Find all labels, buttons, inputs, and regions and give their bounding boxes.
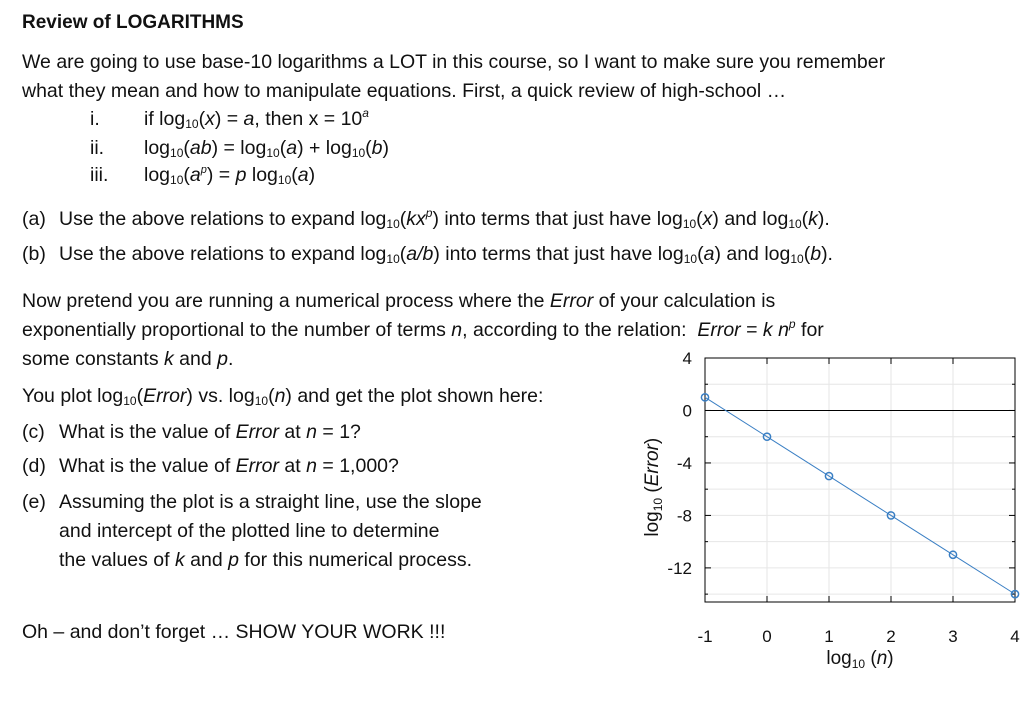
- plot-frame: [705, 358, 1015, 602]
- question-text: What is the value of Error at n = 1?: [59, 421, 361, 443]
- relation-text: $\log_{10}(ab) = \log_{10}(a) + \log_{10}(b)$: [144, 137, 390, 160]
- relation-text: if $\log_{10}(x) = a$, then $x = 10^a$: [144, 106, 369, 131]
- relation-i: [90, 108, 369, 131]
- page-title: Review of LOGARITHMS: [22, 12, 244, 33]
- y-tick-label: 0: [682, 401, 692, 421]
- question-e: [22, 488, 482, 575]
- question-text: What is the value of Error at n = 1,000?: [59, 455, 399, 477]
- relation-number: ii.: [90, 137, 105, 159]
- question-label: (a): [22, 208, 46, 230]
- scenario-line-3: some constants k and p.: [22, 348, 234, 370]
- y-axis-label: $\log_{10}$ (Error): [642, 437, 665, 537]
- x-tick-label: 4: [1010, 627, 1020, 646]
- relation-number: iii.: [90, 164, 109, 186]
- grid-lines: [705, 358, 1015, 602]
- x-axis-label: $\log_{10} (n)$: [826, 648, 894, 671]
- question-text-line-1: Assuming the plot is a straight line, use the slope: [59, 491, 482, 513]
- question-d: [22, 452, 399, 481]
- y-tick-label: -4: [676, 453, 692, 473]
- x-tick-label: 2: [886, 627, 896, 646]
- question-text: Use the above relations to expand $\log_{10}(a/b)$ into terms that just have $\log_{10}(a)$ and $\log_{10}(b)$.: [59, 243, 833, 266]
- question-label: (e): [22, 491, 46, 513]
- y-tick-labels: [667, 349, 692, 578]
- question-label: (c): [22, 421, 45, 443]
- y-tick-label: 4: [682, 349, 692, 368]
- footer-note: Oh – and don’t forget … SHOW YOUR WORK !!!: [22, 621, 446, 643]
- question-text: Use the above relations to expand $\log_{10}(kx^p)$ into terms that just have $\log_{10}(x)$ and $\log_{10}(k)$.: [59, 206, 830, 231]
- scenario-line-1: Now pretend you are running a numerical process where the Error of your calculation is: [22, 290, 776, 312]
- relation-number: i.: [90, 108, 100, 130]
- question-b: [22, 240, 833, 269]
- log-error-plot: [630, 345, 1024, 685]
- question-a: [22, 205, 830, 234]
- question-text-line-2: and intercept of the plotted line to determine: [59, 520, 440, 542]
- plot-intro: You plot $\log_{10}(Error)$ vs. $\log_{10}(n)$ and get the plot shown here:: [22, 385, 544, 408]
- relation-iii: [90, 164, 315, 187]
- relation-ii: [90, 137, 389, 160]
- question-c: [22, 418, 361, 447]
- series-line: [705, 397, 1015, 594]
- intro-line-1: We are going to use base-10 logarithms a LOT in this course, so I want to make sure you remember: [22, 51, 886, 73]
- x-tick-label: 0: [762, 627, 772, 646]
- y-tick-label: -12: [667, 558, 692, 578]
- intro-paragraph: [22, 48, 885, 106]
- axis-ticks: [705, 358, 1015, 602]
- question-label: (d): [22, 455, 46, 477]
- x-tick-label: 1: [824, 627, 834, 646]
- y-tick-label: -8: [676, 506, 692, 526]
- question-label: (b): [22, 243, 46, 265]
- question-text-line-3: the values of k and p for this numerical process.: [59, 549, 472, 571]
- x-tick-labels: [697, 627, 1019, 646]
- x-tick-label: -1: [697, 627, 713, 646]
- scenario-line-2: exponentially proportional to the number of terms n, according to the relation: Error = k $n^p$ for: [22, 317, 824, 341]
- intro-line-2: what they mean and how to manipulate equations. First, a quick review of high-school …: [22, 80, 787, 102]
- x-tick-label: 3: [948, 627, 958, 646]
- relation-text: $\log_{10}(a^p) = p$ $\log_{10}(a)$: [144, 164, 316, 187]
